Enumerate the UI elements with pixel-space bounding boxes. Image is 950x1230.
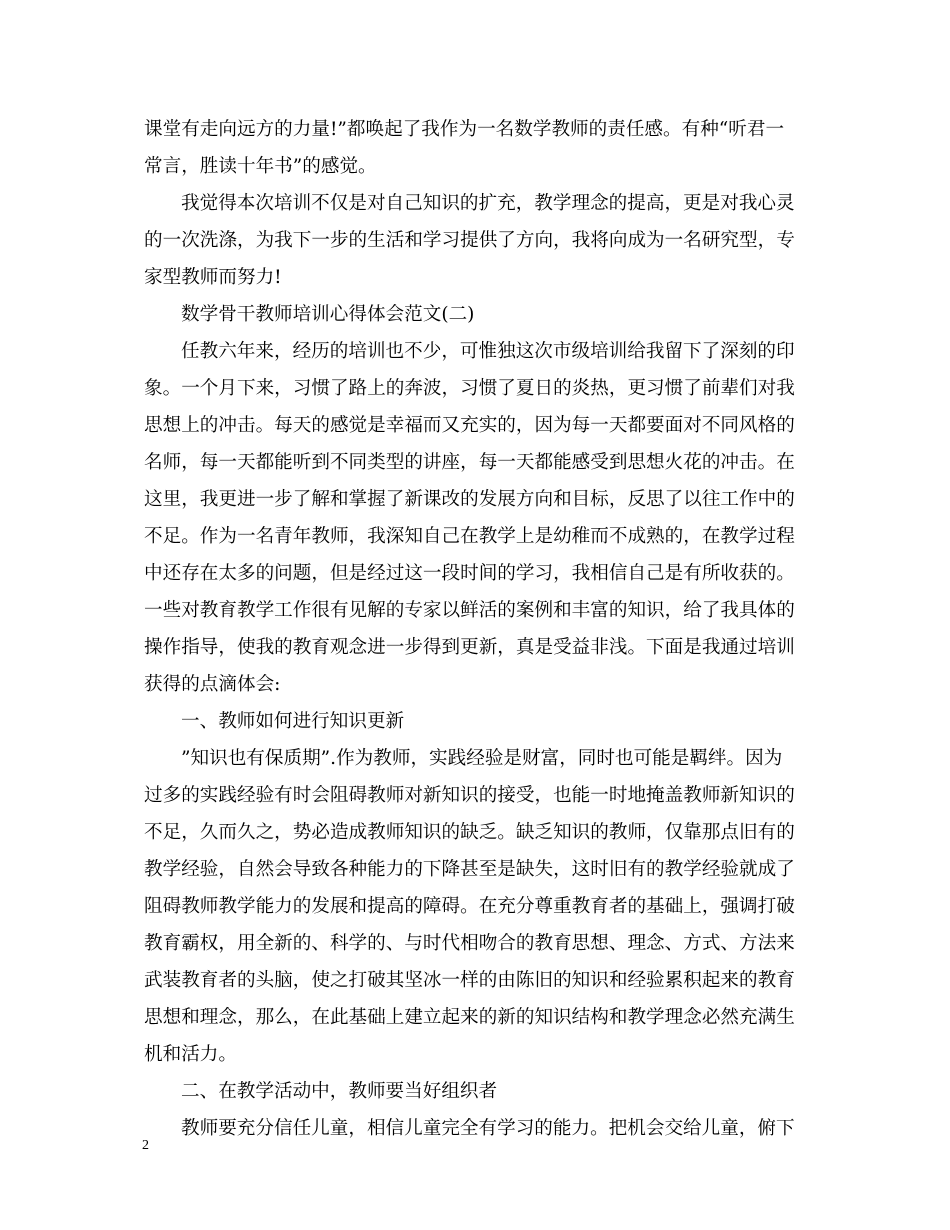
text-line: 的一次洗涤，为我下一步的生活和学习提供了方向，我将向成为一名研究型，专 (144, 230, 795, 251)
text-line: 思想和理念，那么，在此基础上建立起来的新的知识结构和教学理念必然充满生 (144, 1007, 795, 1028)
text-line: 常言，胜读十年书”的感觉。 (144, 156, 377, 177)
text-line: 思想上的冲击。每天的感觉是幸福而又充实的，因为每一天都要面对不同风格的 (144, 415, 795, 436)
text-line: 名师，每一天都能听到不同类型的讲座，每一天都能感受到思想火花的冲击。在 (144, 452, 795, 473)
text-line: 不足。作为一名青年教师，我深知自己在教学上是幼稚而不成熟的，在教学过程 (144, 526, 795, 547)
text-line: 阻碍教师教学能力的发展和提高的障碍。在充分尊重教育者的基础上，强调打破 (144, 896, 795, 917)
text-line: 家型教师而努力! (144, 267, 282, 288)
text-line: 任教六年来，经历的培训也不少，可惟独这次市级培训给我留下了深刻的印 (181, 341, 795, 362)
text-line: 机和活力。 (144, 1044, 237, 1065)
text-line: 教学经验，自然会导致各种能力的下降甚至是缺失，这时旧有的教学经验就成了 (144, 859, 795, 880)
text-line: 不足，久而久之，势必造成教师知识的缺乏。缺乏知识的教师，仅靠那点旧有的 (144, 822, 795, 843)
section-heading: 二、在教学活动中，教师要当好组织者 (181, 1081, 498, 1102)
text-line: 武装教育者的头脑，使之打破其坚冰一样的由陈旧的知识和经验累积起来的教育 (144, 970, 795, 991)
text-line: 象。一个月下来，习惯了路上的奔波，习惯了夏日的炎热，更习惯了前辈们对我 (144, 378, 795, 399)
text-line: 一些对教育教学工作很有见解的专家以鲜活的案例和丰富的知识，给了我具体的 (144, 600, 795, 621)
text-line: 中还存在太多的问题，但是经过这一段时间的学习，我相信自己是有所收获的。 (144, 563, 795, 584)
text-line: 过多的实践经验有时会阻碍教师对新知识的接受，也能一时地掩盖教师新知识的 (144, 785, 795, 806)
text-line: 教育霸权，用全新的、科学的、与时代相吻合的教育思想、理念、方式、方法来 (144, 933, 795, 954)
text-line: 获得的点滴体会: (144, 674, 281, 695)
text-line: 这里，我更进一步了解和掌握了新课改的发展方向和目标，反思了以往工作中的 (144, 489, 795, 510)
text-line: 教师要充分信任儿童，相信儿童完全有学习的能力。把机会交给儿童，俯下 (181, 1118, 795, 1139)
text-line: 课堂有走向远方的力量!”都唤起了我作为一名数学教师的责任感。有种“听君一 (144, 119, 785, 140)
text-line: ”知识也有保质期”.作为教师，实践经验是财富，同时也可能是羁绊。因为 (181, 748, 783, 769)
page-number: 2 (142, 1138, 149, 1153)
text-line: 操作指导，使我的教育观念进一步得到更新，真是受益非浅。下面是我通过培训 (144, 637, 795, 658)
text-line: 我觉得本次培训不仅是对自己知识的扩充，教学理念的提高，更是对我心灵 (181, 193, 795, 214)
section-heading: 一、教师如何进行知识更新 (181, 711, 405, 732)
section-heading: 数学骨干教师培训心得体会范文(二) (181, 304, 475, 325)
